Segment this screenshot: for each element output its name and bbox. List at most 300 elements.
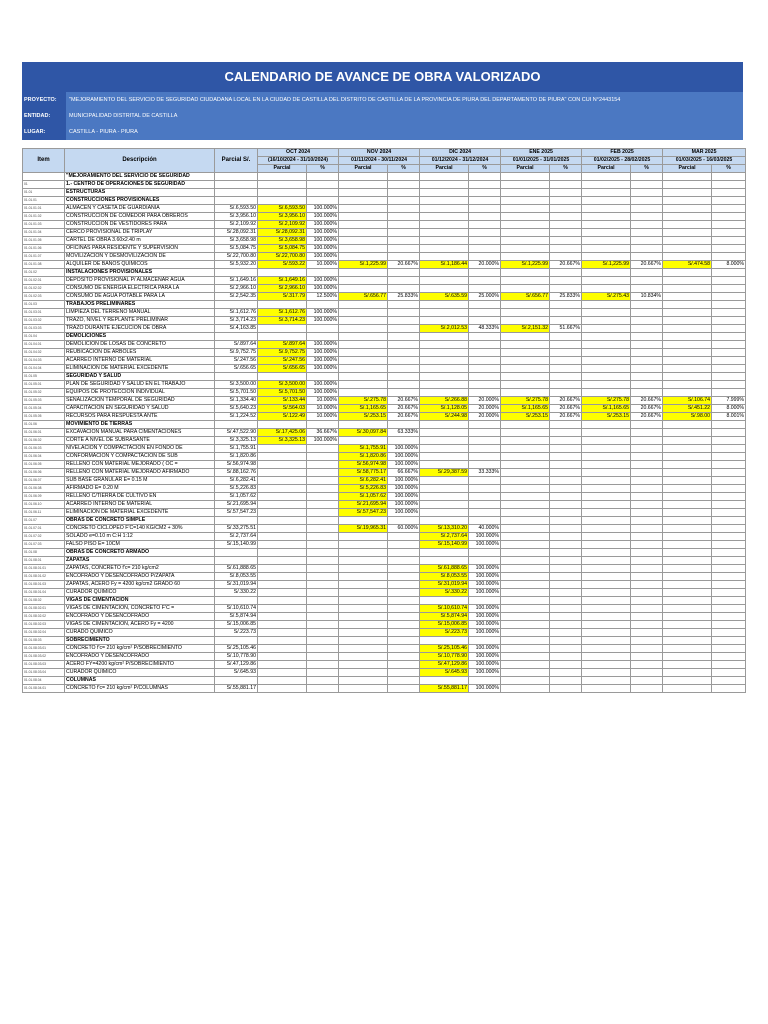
- month-amount-cell: [663, 637, 712, 645]
- month-pct-cell: 100.000%: [307, 277, 339, 285]
- month-amount-cell: S/.1,225.99: [582, 261, 631, 269]
- month-pct-cell: [388, 685, 420, 693]
- header-range: 01/11/2024 - 30/11/2024: [339, 157, 420, 165]
- month-pct-cell: 7.999%: [712, 397, 746, 405]
- month-amount-cell: [420, 317, 469, 325]
- table-row: [23, 581, 746, 589]
- month-pct-cell: [388, 365, 420, 373]
- month-pct-cell: 36.667%: [307, 429, 339, 437]
- item-code-cell: 01.01.08.01.04: [23, 589, 65, 597]
- parcial-cell: S/.5,226.83: [215, 485, 258, 493]
- month-amount-cell: [339, 533, 388, 541]
- item-code-cell: 01.01.08: [23, 549, 65, 557]
- month-pct-cell: [550, 381, 582, 389]
- month-amount-cell: [582, 421, 631, 429]
- description-cell: ENCOFRADO Y DESENCOFRADO P/ZAPATA: [65, 573, 215, 581]
- month-pct-cell: 100.000%: [469, 621, 501, 629]
- month-pct-cell: [388, 589, 420, 597]
- month-pct-cell: [388, 533, 420, 541]
- parcial-cell: S/.1,334.40: [215, 397, 258, 405]
- parcial-cell: S/.3,956.10: [215, 213, 258, 221]
- month-amount-cell: [420, 333, 469, 341]
- description-cell: VIGAS DE CIMENTACIÓN: [65, 597, 215, 605]
- month-amount-cell: [663, 517, 712, 525]
- month-pct-cell: 100.000%: [469, 653, 501, 661]
- month-amount-cell: [420, 549, 469, 557]
- month-amount-cell: S/.564.03: [258, 405, 307, 413]
- table-row: [23, 629, 746, 637]
- table-row: [23, 677, 746, 685]
- item-code-cell: 01.01.05.01: [23, 381, 65, 389]
- month-pct-cell: [550, 213, 582, 221]
- month-pct-cell: [631, 461, 663, 469]
- item-code-cell: 01.01.08.02.03: [23, 621, 65, 629]
- month-amount-cell: [258, 445, 307, 453]
- description-cell: OBRAS DE CONCRETO SIMPLE: [65, 517, 215, 525]
- parcial-cell: S/.1,057.62: [215, 493, 258, 501]
- month-pct-cell: [469, 437, 501, 445]
- item-code-cell: 01.01.07.03: [23, 541, 65, 549]
- month-pct-cell: [712, 557, 746, 565]
- month-pct-cell: [469, 333, 501, 341]
- table-row: [23, 229, 746, 237]
- month-amount-cell: [339, 253, 388, 261]
- month-amount-cell: S/.451.22: [663, 405, 712, 413]
- item-code-cell: 01.01.08.01.02: [23, 573, 65, 581]
- month-pct-cell: [712, 589, 746, 597]
- item-code-cell: 01.01.08.03.03: [23, 661, 65, 669]
- month-pct-cell: [631, 493, 663, 501]
- month-pct-cell: [307, 557, 339, 565]
- table-row: [23, 461, 746, 469]
- month-pct-cell: [388, 181, 420, 189]
- month-pct-cell: [388, 189, 420, 197]
- month-amount-cell: S/.98.00: [663, 413, 712, 421]
- month-pct-cell: [388, 309, 420, 317]
- item-code-cell: 01.01.08.02.02: [23, 613, 65, 621]
- month-pct-cell: 100.000%: [469, 605, 501, 613]
- month-amount-cell: [582, 517, 631, 525]
- description-cell: CERCO PROVISIONAL DE TRIPLAY: [65, 229, 215, 237]
- month-pct-cell: [388, 245, 420, 253]
- header-range: 01/12/2024 - 31/12/2024: [420, 157, 501, 165]
- month-pct-cell: [631, 661, 663, 669]
- month-amount-cell: [258, 573, 307, 581]
- month-amount-cell: [420, 557, 469, 565]
- month-pct-cell: [712, 205, 746, 213]
- month-pct-cell: 20.000%: [469, 413, 501, 421]
- month-amount-cell: [582, 621, 631, 629]
- parcial-cell: S/.656.65: [215, 365, 258, 373]
- month-pct-cell: 100.000%: [307, 253, 339, 261]
- item-code-cell: 01.01.07: [23, 517, 65, 525]
- month-amount-cell: [501, 429, 550, 437]
- parcial-cell: S/.5,084.75: [215, 245, 258, 253]
- month-amount-cell: [663, 237, 712, 245]
- entity-value: MUNICIPALIDAD DISTRITAL DE CASTILLA: [66, 108, 743, 124]
- month-pct-cell: [712, 525, 746, 533]
- header-sub-pct: %: [631, 165, 663, 173]
- month-amount-cell: [339, 325, 388, 333]
- table-row: [23, 549, 746, 557]
- month-amount-cell: [501, 469, 550, 477]
- month-pct-cell: [469, 549, 501, 557]
- parcial-cell: [215, 677, 258, 685]
- item-code-cell: 01.01.08.01.01: [23, 565, 65, 573]
- month-pct-cell: [712, 629, 746, 637]
- month-amount-cell: S/.275.78: [339, 397, 388, 405]
- month-pct-cell: [712, 477, 746, 485]
- month-pct-cell: [712, 485, 746, 493]
- table-row: [23, 285, 746, 293]
- month-pct-cell: 100.000%: [388, 453, 420, 461]
- month-amount-cell: S/.253.15: [339, 413, 388, 421]
- table-row: [23, 397, 746, 405]
- item-code-cell: 01.01.06.07: [23, 477, 65, 485]
- parcial-cell: S/.223.73: [215, 629, 258, 637]
- month-pct-cell: [631, 285, 663, 293]
- month-amount-cell: [258, 581, 307, 589]
- description-cell: "MEJORAMIENTO DEL SERVICIO DE SEGURIDAD: [65, 173, 215, 181]
- month-pct-cell: [550, 669, 582, 677]
- month-pct-cell: 100.000%: [307, 389, 339, 397]
- item-code-cell: 01.01.08.04.01: [23, 685, 65, 693]
- description-cell: DEMOLICION DE LOSAS DE CONCRETO: [65, 341, 215, 349]
- month-pct-cell: [550, 509, 582, 517]
- table-row: [23, 429, 746, 437]
- month-amount-cell: [582, 461, 631, 469]
- month-pct-cell: [712, 253, 746, 261]
- month-amount-cell: [258, 181, 307, 189]
- month-pct-cell: [550, 205, 582, 213]
- month-amount-cell: [501, 485, 550, 493]
- month-amount-cell: [582, 325, 631, 333]
- month-pct-cell: 20.667%: [550, 397, 582, 405]
- month-pct-cell: [712, 277, 746, 285]
- description-cell: SEGURIDAD Y SALUD: [65, 373, 215, 381]
- month-amount-cell: [501, 541, 550, 549]
- month-pct-cell: [631, 421, 663, 429]
- month-pct-cell: [631, 565, 663, 573]
- month-amount-cell: [339, 333, 388, 341]
- month-pct-cell: [388, 381, 420, 389]
- month-amount-cell: [501, 445, 550, 453]
- parcial-cell: S/.47,522.90: [215, 429, 258, 437]
- header-sub-pct: %: [469, 165, 501, 173]
- month-amount-cell: [258, 637, 307, 645]
- month-pct-cell: [712, 189, 746, 197]
- month-amount-cell: [339, 317, 388, 325]
- header-month: MAR 2025: [663, 149, 746, 157]
- month-amount-cell: [420, 493, 469, 501]
- month-amount-cell: [420, 349, 469, 357]
- month-amount-cell: [663, 645, 712, 653]
- month-pct-cell: 10.000%: [307, 397, 339, 405]
- month-pct-cell: [388, 317, 420, 325]
- description-cell: INSTALACIONES PROVISIONALES: [65, 269, 215, 277]
- month-amount-cell: [582, 669, 631, 677]
- item-code-cell: 01.01.06.03: [23, 445, 65, 453]
- month-amount-cell: [420, 677, 469, 685]
- parcial-cell: S/.47,129.86: [215, 661, 258, 669]
- month-amount-cell: [582, 477, 631, 485]
- month-amount-cell: [258, 477, 307, 485]
- month-amount-cell: [339, 285, 388, 293]
- month-pct-cell: [550, 549, 582, 557]
- month-amount-cell: [258, 469, 307, 477]
- month-amount-cell: [258, 485, 307, 493]
- item-code-cell: 01.01.06.04: [23, 453, 65, 461]
- month-pct-cell: 40.000%: [469, 525, 501, 533]
- description-cell: RELLENO C/TIERRA DE CULTIVO EN: [65, 493, 215, 501]
- month-pct-cell: 100.000%: [307, 229, 339, 237]
- month-amount-cell: [420, 485, 469, 493]
- month-pct-cell: 20.667%: [631, 261, 663, 269]
- month-pct-cell: [631, 573, 663, 581]
- item-code-cell: 01.01.01: [23, 197, 65, 205]
- month-pct-cell: [631, 645, 663, 653]
- item-code-cell: 01.01.06.01: [23, 429, 65, 437]
- month-amount-cell: [501, 453, 550, 461]
- parcial-cell: S/.1,820.86: [215, 453, 258, 461]
- month-pct-cell: [712, 181, 746, 189]
- month-pct-cell: [307, 485, 339, 493]
- month-pct-cell: [550, 501, 582, 509]
- month-amount-cell: [663, 597, 712, 605]
- month-amount-cell: [582, 605, 631, 613]
- item-code-cell: 01.01.08.04: [23, 677, 65, 685]
- item-code-cell: 01.01.06: [23, 421, 65, 429]
- month-pct-cell: [712, 325, 746, 333]
- item-code-cell: 01.01.03.01: [23, 309, 65, 317]
- description-cell: CONSUMO DE ENERGIA ELECTRICA PARA LA: [65, 285, 215, 293]
- month-pct-cell: 100.000%: [388, 485, 420, 493]
- month-amount-cell: [501, 381, 550, 389]
- month-pct-cell: [388, 341, 420, 349]
- month-pct-cell: [388, 205, 420, 213]
- month-amount-cell: [582, 301, 631, 309]
- month-amount-cell: [258, 533, 307, 541]
- item-code-cell: 01.01.01.07: [23, 253, 65, 261]
- description-cell: PLAN DE SEGURIDAD Y SALUD EN EL TRABAJO: [65, 381, 215, 389]
- month-pct-cell: [712, 605, 746, 613]
- item-code-cell: 01.01.01.02: [23, 213, 65, 221]
- month-pct-cell: [307, 373, 339, 381]
- month-pct-cell: [469, 189, 501, 197]
- place-row: [22, 124, 743, 140]
- month-pct-cell: [550, 437, 582, 445]
- month-amount-cell: [663, 245, 712, 253]
- month-pct-cell: [712, 309, 746, 317]
- month-amount-cell: [582, 493, 631, 501]
- month-pct-cell: [469, 213, 501, 221]
- month-pct-cell: [631, 525, 663, 533]
- month-amount-cell: S/.1,186.44: [420, 261, 469, 269]
- description-cell: LIMPIEZA DEL TERRENO MANUAL: [65, 309, 215, 317]
- month-amount-cell: S/.1,225.99: [339, 261, 388, 269]
- month-pct-cell: [469, 253, 501, 261]
- month-pct-cell: [631, 541, 663, 549]
- parcial-cell: S/.645.93: [215, 669, 258, 677]
- table-row: [23, 373, 746, 381]
- month-amount-cell: S/.2,109.92: [258, 221, 307, 229]
- month-pct-cell: [712, 453, 746, 461]
- month-amount-cell: [582, 365, 631, 373]
- month-amount-cell: [663, 493, 712, 501]
- month-pct-cell: [388, 213, 420, 221]
- month-pct-cell: [307, 197, 339, 205]
- month-amount-cell: [258, 197, 307, 205]
- month-amount-cell: S/.247.56: [258, 357, 307, 365]
- description-cell: VIGAS DE CIMENTACIÓN, ACERO Fy = 4200: [65, 621, 215, 629]
- month-pct-cell: [550, 605, 582, 613]
- month-pct-cell: [550, 309, 582, 317]
- month-amount-cell: [258, 269, 307, 277]
- table-row: [23, 389, 746, 397]
- parcial-cell: [215, 181, 258, 189]
- month-pct-cell: 25.000%: [469, 293, 501, 301]
- header-sub-parcial: Parcial: [420, 165, 469, 173]
- table-row: [23, 669, 746, 677]
- item-code-cell: 01.01.08.03.01: [23, 645, 65, 653]
- month-pct-cell: [307, 173, 339, 181]
- description-cell: 1.- CENTRO DE OPERACIONES DE SEGURIDAD: [65, 181, 215, 189]
- month-amount-cell: [258, 325, 307, 333]
- header-month-row: [23, 149, 746, 157]
- month-amount-cell: [501, 637, 550, 645]
- month-amount-cell: [663, 365, 712, 373]
- month-pct-cell: [469, 509, 501, 517]
- table-row: [23, 525, 746, 533]
- header-sub-parcial: Parcial: [663, 165, 712, 173]
- item-code-cell: 01.01.05.04: [23, 405, 65, 413]
- month-pct-cell: [469, 285, 501, 293]
- month-amount-cell: [420, 437, 469, 445]
- month-amount-cell: [663, 253, 712, 261]
- month-amount-cell: [582, 533, 631, 541]
- month-pct-cell: [469, 181, 501, 189]
- month-amount-cell: [339, 301, 388, 309]
- month-amount-cell: [339, 597, 388, 605]
- month-amount-cell: [501, 373, 550, 381]
- parcial-cell: S/.5,932.20: [215, 261, 258, 269]
- table-row: [23, 573, 746, 581]
- month-pct-cell: [631, 205, 663, 213]
- month-pct-cell: [307, 669, 339, 677]
- month-amount-cell: [582, 309, 631, 317]
- item-code-cell: 01.01.02.03: [23, 293, 65, 301]
- month-pct-cell: [631, 373, 663, 381]
- month-amount-cell: S/.8,053.55: [420, 573, 469, 581]
- month-amount-cell: [663, 357, 712, 365]
- month-amount-cell: [582, 429, 631, 437]
- month-pct-cell: [712, 301, 746, 309]
- month-amount-cell: [501, 533, 550, 541]
- month-amount-cell: [339, 173, 388, 181]
- month-pct-cell: [631, 253, 663, 261]
- month-pct-cell: [550, 445, 582, 453]
- month-amount-cell: [501, 581, 550, 589]
- month-amount-cell: [663, 573, 712, 581]
- item-code-cell: 01: [23, 181, 65, 189]
- item-code-cell: 01.01.02.02: [23, 285, 65, 293]
- month-amount-cell: S/.28,092.31: [258, 229, 307, 237]
- month-amount-cell: [582, 181, 631, 189]
- month-pct-cell: [388, 325, 420, 333]
- header-parcial: Parcial S/.: [215, 149, 258, 173]
- month-amount-cell: [663, 333, 712, 341]
- month-pct-cell: [550, 557, 582, 565]
- month-pct-cell: 20.667%: [631, 405, 663, 413]
- month-pct-cell: [712, 173, 746, 181]
- month-pct-cell: [550, 477, 582, 485]
- table-row: [23, 653, 746, 661]
- month-pct-cell: [550, 589, 582, 597]
- parcial-cell: S/.57,547.23: [215, 509, 258, 517]
- table-row: [23, 597, 746, 605]
- month-pct-cell: [550, 525, 582, 533]
- month-pct-cell: [631, 237, 663, 245]
- month-amount-cell: [663, 293, 712, 301]
- month-amount-cell: S/.656.77: [501, 293, 550, 301]
- month-amount-cell: S/.266.88: [420, 397, 469, 405]
- table-row: [23, 413, 746, 421]
- table-row: [23, 405, 746, 413]
- month-pct-cell: [307, 189, 339, 197]
- month-amount-cell: [501, 549, 550, 557]
- month-amount-cell: [258, 173, 307, 181]
- month-pct-cell: [388, 253, 420, 261]
- month-pct-cell: [631, 557, 663, 565]
- description-cell: SUB BASE GRANULAR E= 0.15 M: [65, 477, 215, 485]
- month-pct-cell: 51.667%: [550, 325, 582, 333]
- month-pct-cell: 20.667%: [388, 397, 420, 405]
- month-amount-cell: [663, 445, 712, 453]
- month-pct-cell: [712, 349, 746, 357]
- month-pct-cell: 20.667%: [631, 397, 663, 405]
- item-code-cell: 01.01.01.08: [23, 261, 65, 269]
- month-pct-cell: [307, 677, 339, 685]
- month-amount-cell: S/.1,820.86: [339, 453, 388, 461]
- month-amount-cell: [501, 509, 550, 517]
- month-pct-cell: [712, 637, 746, 645]
- parcial-cell: S/.4,163.85: [215, 325, 258, 333]
- month-pct-cell: 66.667%: [388, 469, 420, 477]
- header-description: Descripción: [65, 149, 215, 173]
- month-pct-cell: [307, 685, 339, 693]
- month-pct-cell: [469, 277, 501, 285]
- month-amount-cell: [420, 237, 469, 245]
- month-amount-cell: [258, 373, 307, 381]
- month-pct-cell: 100.000%: [307, 317, 339, 325]
- month-pct-cell: 100.000%: [307, 213, 339, 221]
- month-pct-cell: [307, 301, 339, 309]
- month-pct-cell: [550, 517, 582, 525]
- month-amount-cell: [501, 181, 550, 189]
- month-amount-cell: [663, 549, 712, 557]
- month-amount-cell: [663, 669, 712, 677]
- month-pct-cell: [712, 645, 746, 653]
- month-pct-cell: [631, 325, 663, 333]
- description-cell: CAPACITACIÓN EN SEGURIDAD Y SALUD: [65, 405, 215, 413]
- schedule-table: [22, 148, 746, 693]
- month-pct-cell: [631, 309, 663, 317]
- month-amount-cell: [582, 685, 631, 693]
- month-pct-cell: [388, 581, 420, 589]
- month-pct-cell: [307, 605, 339, 613]
- month-pct-cell: [631, 341, 663, 349]
- month-pct-cell: [550, 645, 582, 653]
